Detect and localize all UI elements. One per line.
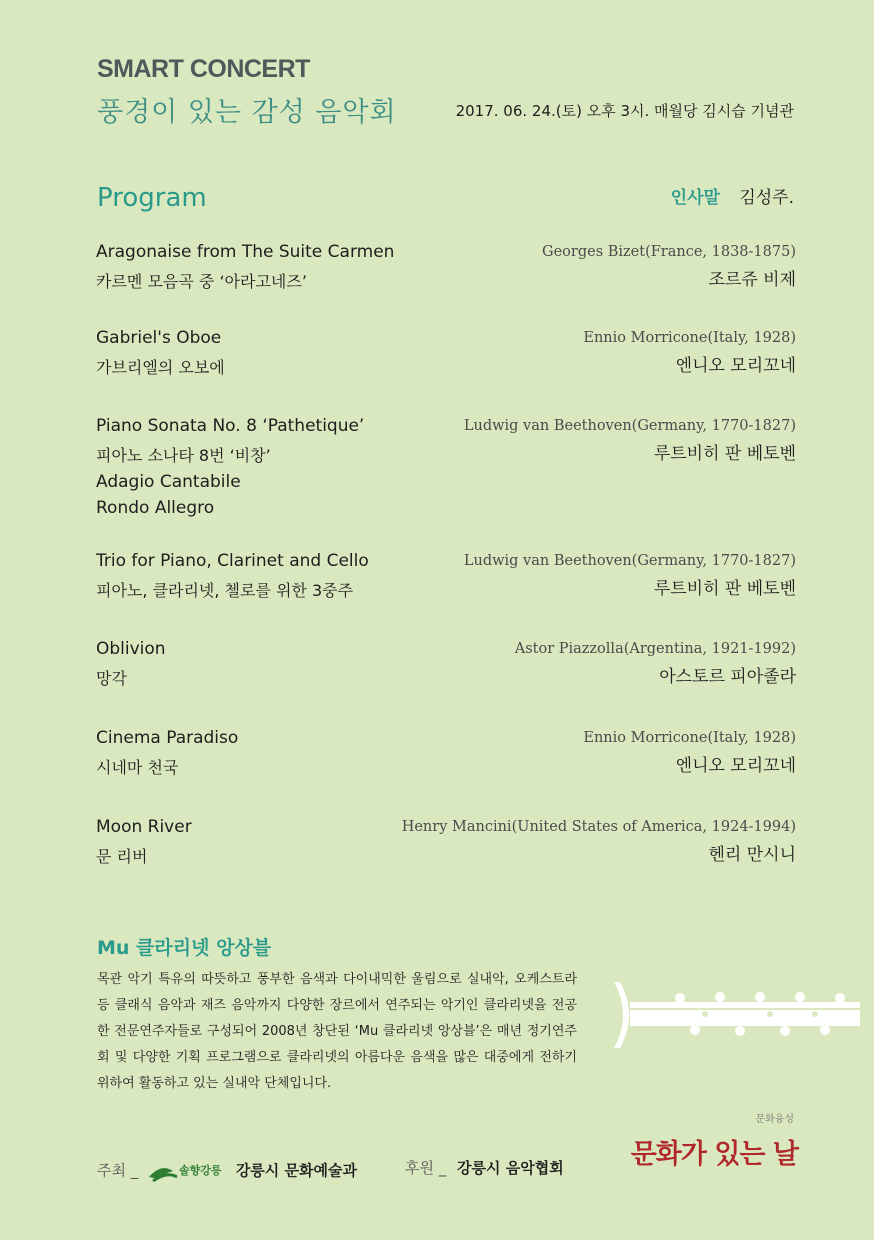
greeting-label: 인사말 [670, 188, 720, 208]
program-item [96, 636, 796, 692]
composer-ko: 조르쥬 비제 [708, 270, 796, 290]
sponsor-label: 후원 _ [405, 1159, 447, 1177]
footer-sponsor [405, 1157, 564, 1178]
composer-ko: 아스토르 피아졸라 [659, 667, 796, 687]
culture-day-logo [630, 1110, 798, 1190]
sponsor-name: 강릉시 음악협회 [457, 1159, 564, 1177]
piece-title-en: Aragonaise from The Suite Carmen [96, 242, 395, 262]
composer-ko: 루트비히 판 베토벤 [653, 579, 796, 599]
program-item [96, 725, 796, 781]
program-item [96, 548, 796, 604]
movement: Adagio Cantabile [96, 472, 241, 492]
ensemble-description: 목관 악기 특유의 따뜻하고 풍부한 음색과 다이내믹한 울림으로 실내악, 오케스트라 등 클래식 음악과 재즈 음악까지 다양한 장르에서 연주되는 악기인 클라리넷을 전공한 전문연주자들로 구성되어 2008년 창단된 ‘Mu 클라리넷 앙상블’은 매년 정기연주회 및 다양한 기획 프로그램으로 클라리넷의 아름다운 음색을 많은 대중에게 전하기 위하여 활동하고 있는 실내악 단체입니다. [97, 972, 577, 1091]
piece-title-en: Cinema Paradiso [96, 728, 239, 748]
piece-title-ko: 피아노, 클라리넷, 첼로를 위한 3중주 [96, 581, 354, 600]
composer-en: Ennio Morricone(Italy, 1928) [583, 330, 796, 346]
footer-host [97, 1157, 357, 1185]
piece-title-en: Moon River [96, 817, 192, 837]
piece-title-ko: 카르멘 모음곡 중 ‘아라고네즈’ [96, 272, 307, 291]
composer-en: Henry Mancini(United States of America, 1924-1994) [401, 819, 796, 835]
program-item [96, 325, 796, 381]
program-item [96, 413, 796, 521]
piece-title-ko: 가브리엘의 오보에 [96, 358, 225, 377]
composer-ko: 엔니오 모리꼬네 [675, 756, 796, 776]
concert-title: SMART CONCERT [97, 55, 310, 83]
piece-title-ko: 피아노 소나타 8번 ‘비창’ [96, 446, 271, 465]
composer-en: Ludwig van Beethoven(Germany, 1770-1827) [463, 553, 796, 569]
logo-text: 솔향강릉 [179, 1164, 222, 1177]
greeting-name: 김성주. [739, 188, 794, 208]
movement: Rondo Allegro [96, 498, 215, 518]
piece-title-ko: 망각 [96, 669, 127, 688]
piece-title-en: Gabriel's Oboe [96, 328, 222, 348]
composer-ko: 헨리 만시니 [708, 845, 796, 865]
concert-subtitle: 풍경이 있는 감성 음악회 [97, 97, 397, 128]
composer-ko: 루트비히 판 베토벤 [653, 444, 796, 464]
program-heading: Program [97, 183, 207, 213]
piece-title-ko: 문 리버 [96, 847, 148, 866]
program-item [96, 239, 796, 295]
brand-small-text: 문화융성 [755, 1114, 794, 1125]
piece-title-en: Piano Sonata No. 8 ‘Pathetique’ [96, 416, 365, 436]
ensemble-title: Mu 클라리넷 앙상블 [97, 937, 272, 959]
piece-title-en: Oblivion [96, 639, 166, 659]
piece-title-en: Trio for Piano, Clarinet and Cello [96, 551, 369, 571]
brand-main-text: 문화가 있는 날 [630, 1139, 798, 1170]
composer-en: Georges Bizet(France, 1838-1875) [542, 244, 796, 260]
gangneung-logo-icon [147, 1157, 227, 1185]
composer-ko: 엔니오 모리꼬네 [675, 356, 796, 376]
piece-title-ko: 시네마 천국 [96, 758, 179, 777]
host-label: 주최 _ [97, 1161, 139, 1180]
clarinet-illustration [610, 980, 860, 1050]
host-name: 강릉시 문화예술과 [235, 1161, 357, 1180]
composer-en: Ludwig van Beethoven(Germany, 1770-1827) [463, 418, 796, 434]
program-item [96, 814, 796, 870]
greeting [671, 183, 794, 208]
composer-en: Astor Piazzolla(Argentina, 1921-1992) [514, 641, 796, 657]
concert-date: 2017. 06. 24.(토) 오후 3시. 매월당 김시습 기념관 [455, 102, 794, 120]
composer-en: Ennio Morricone(Italy, 1928) [583, 730, 796, 746]
